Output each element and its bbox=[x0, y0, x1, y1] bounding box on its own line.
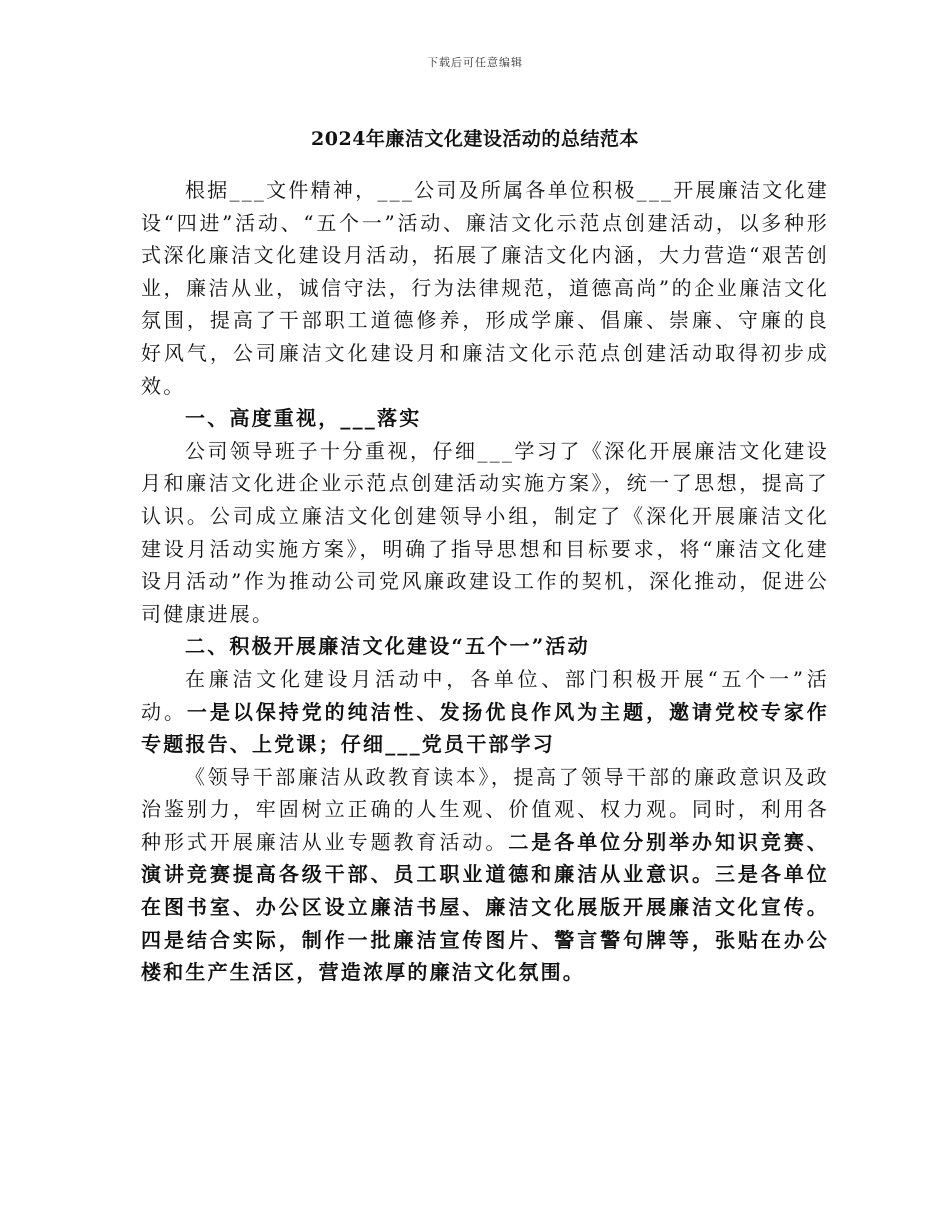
page-header: 下载后可任意编辑 bbox=[427, 56, 523, 69]
document-title: 2024年廉洁文化建设活动的总结范本 bbox=[311, 128, 639, 150]
continuation-bold-text: 二是各单位分别举办知识竞赛、演讲竞赛提高各级干部、员工职业道德和廉洁从业意识。三是各单位在图书室、办公区设立廉洁书屋、廉洁文化展版开展廉洁文化宣传。四是结合实际，制作一批廉洁宣传图片、警言警句牌等，张贴在办公楼和生产生活区，营造浓厚的廉洁文化氛围。 bbox=[141, 829, 829, 985]
document-body bbox=[141, 174, 829, 989]
section-heading-1: 一、高度重视，___落实 bbox=[185, 406, 422, 431]
section-1-paragraph: 公司领导班子十分重视，仔细___学习了《深化开展廉洁文化建设月和廉洁文化进企业示范点创建活动实施方案》，统一了思想，提高了认识。公司成立廉洁文化创建领导小组，制定了《深化开展廉洁文化建设月活动实施方案》，明确了指导思想和目标要求，将“廉洁文化建设月活动”作为推动公司党风廉政建设工作的契机，深化推动，促进公司健康进展。 bbox=[141, 438, 829, 626]
section-2-bold-text: 一是以保持党的纯洁性、发扬优良作风为主题，邀请党校专家作专题报告、上党课；仔细___党员干部学习 bbox=[141, 699, 829, 757]
section-2-continuation bbox=[141, 761, 829, 989]
intro-paragraph: 根据___文件精神，___公司及所属各单位积极___开展廉洁文化建设“四进”活动、“五个一”活动、廉洁文化示范点创建活动，以多种形式深化廉洁文化建设月活动，拓展了廉洁文化内涵，大力营造“艰苦创业，廉洁从业，诚信守法，行为法律规范，道德高尚”的企业廉洁文化氛围，提高了干部职工道德修养，形成学廉、倡廉、崇廉、守廉的良好风气，公司廉洁文化建设月和廉洁文化示范点创建活动取得初步成效。 bbox=[141, 178, 829, 398]
section-2-paragraph bbox=[141, 663, 829, 761]
continuation-text: 《领导干部廉洁从政教育读本》，提高了领导干部的廉政意识及政治鉴别力，牢固树立正确的人生观、价值观、权力观。同时，利用各种形式开展廉洁从业专题教育活动。 bbox=[141, 764, 829, 854]
section-2-text: 在廉洁文化建设月活动中，各单位、部门积极开展“五个一”活动。 bbox=[141, 666, 829, 724]
section-heading-2: 二、积极开展廉洁文化建设“五个一”活动 bbox=[185, 634, 590, 659]
